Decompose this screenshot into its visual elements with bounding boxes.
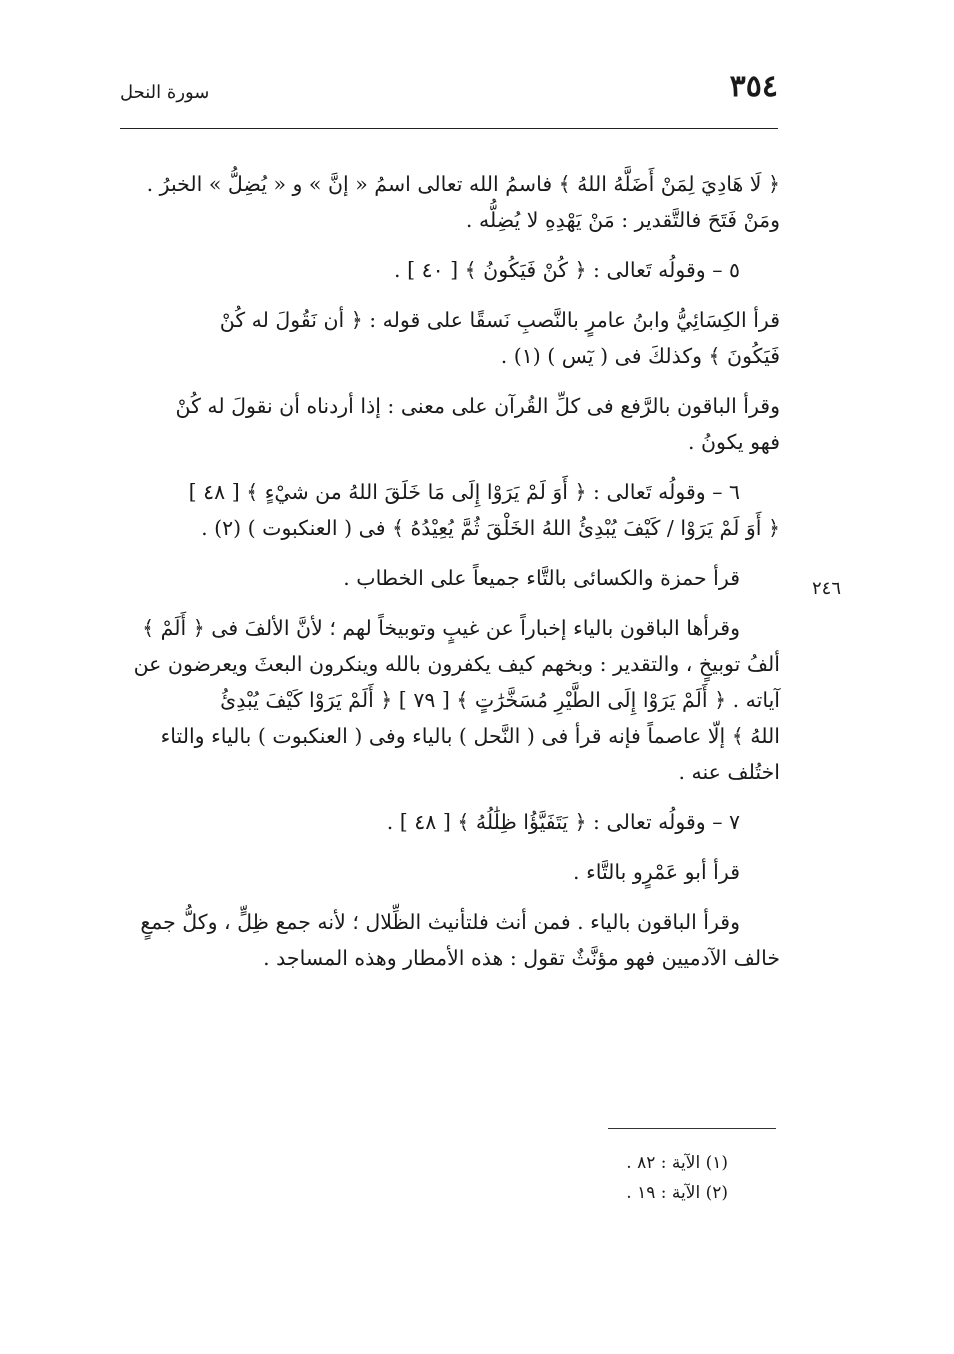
- header-divider: [120, 128, 778, 129]
- text-line: قرأ حمزة والكسائى بالتَّاء جميعاً على الخطاب .: [343, 566, 740, 590]
- footnote-divider: [608, 1128, 776, 1129]
- text-line: ٧ – وقولُه تعالى : ﴿ يَتَفَيَّؤُا ظِلَٰلُهُ ﴾ [ ٤٨ ] .: [386, 810, 740, 834]
- text-line: قرأ أبو عَمْرٍو بالتَّاء .: [573, 860, 740, 884]
- text-line: وقرأ الباقون بالياء . فمن أنث فلتأنيث الظِّلال ؛ لأنه جمع ظِلٍّ ، وكلُّ جمعٍ: [140, 910, 740, 934]
- text-line: ﴿ لَا هَادِيَ لِمَنْ أَضَلَّهُ اللهُ ﴾ فاسمُ الله تعالى اسمُ « إنَّ » و « يُضِلُّ » الخبرُ .: [146, 172, 780, 196]
- text-line: ومَنْ فَتَحَ فالتَّقدير : مَنْ يَهْدِهِ لا يُضِلُّه .: [465, 208, 780, 232]
- footnote: (٢) الآية : ١٩ .: [626, 1183, 728, 1203]
- text-line: وقرأها الباقون بالياء إخباراً عن غيبٍ وتوبيخاً لهم ؛ لأنَّ الألفَ فى ﴿ أَلَمْ ﴾: [142, 616, 740, 640]
- text-line: فهو يكونُ .: [687, 430, 780, 454]
- paragraph: [118, 252, 780, 288]
- text-line: قرأ الكِسَائِيُّ وابنُ عامرٍ بالنَّصبِ نَسقًا على قوله : ﴿ أن نَقُولَ له كُنْ: [219, 308, 780, 332]
- text-line: آياته . ﴿ أَلَمْ يَرَوْا إِلَى الطَّيْرِ مُسَخَّرَٰتٍ ﴾ [ ٧٩ ] ﴿ أَلَمْ يَرَوْا كَيْفَ يُبْدِئُ: [220, 688, 780, 712]
- page-header: [120, 66, 778, 126]
- paragraph: [118, 804, 780, 840]
- text-line: اللهُ ﴾ إلّا عاصماً فإنه قرأ فى ( النَّحل ) بالياء وفى ( العنكبوت ) بالياء والتاء: [160, 724, 780, 748]
- text-line: وقرأ الباقون بالرَّفع فى كلِّ القُرآن على معنى : إذا أردناه أن نقولَ له كُنْ: [175, 394, 780, 418]
- text-line: ألفُ توبيخٍ ، والتقدير : وبخهم كيف يكفرون بالله وينكرون البعثَ ويعرضون عن: [133, 652, 780, 676]
- paragraph: [118, 474, 780, 546]
- paragraph: [118, 904, 780, 976]
- running-title: سورة النحل: [120, 82, 210, 103]
- footnote: (١) الآية : ٨٢ .: [626, 1153, 728, 1173]
- paragraph: [118, 302, 780, 374]
- paragraph: [118, 388, 780, 460]
- text-line: ﴿ أَوَ لَمْ يَرَوْا / كَيْفَ يُبْدِئُ اللهُ الخَلْقَ ثُمَّ يُعِيْدُهُ ﴾ فى ( العنكبوت ) (٢) .: [201, 516, 780, 540]
- text-line: خالف الآدميين فهو مؤنَّثٌ تقول : هذه الأمطار وهذه المساجد .: [263, 946, 780, 970]
- page-number: ٣٥٤: [729, 69, 778, 104]
- text-line: فَيَكُونَ ﴾ وكذلكَ فى ( يٓس ) (١) .: [500, 344, 780, 368]
- paragraph: [118, 166, 780, 238]
- text-line: ٦ – وقولُه تَعالى : ﴿ أَوَ لَمْ يَرَوْا إِلَى مَا خَلَقَ اللهُ من شيْءٍ ﴾ [ ٤٨ ]: [188, 480, 740, 504]
- margin-page-reference: ٢٤٦: [812, 578, 842, 599]
- footnotes: [480, 1148, 728, 1208]
- paragraph: [118, 854, 780, 890]
- paragraph: [118, 610, 780, 790]
- text-line: ٥ – وقولُه تَعالى : ﴿ كُنْ فَيَكُونُ ﴾ [ ٤٠ ] .: [394, 258, 740, 282]
- text-line: اختُلف عنه .: [678, 760, 780, 784]
- paragraph: [118, 560, 780, 596]
- body-text: [118, 166, 780, 990]
